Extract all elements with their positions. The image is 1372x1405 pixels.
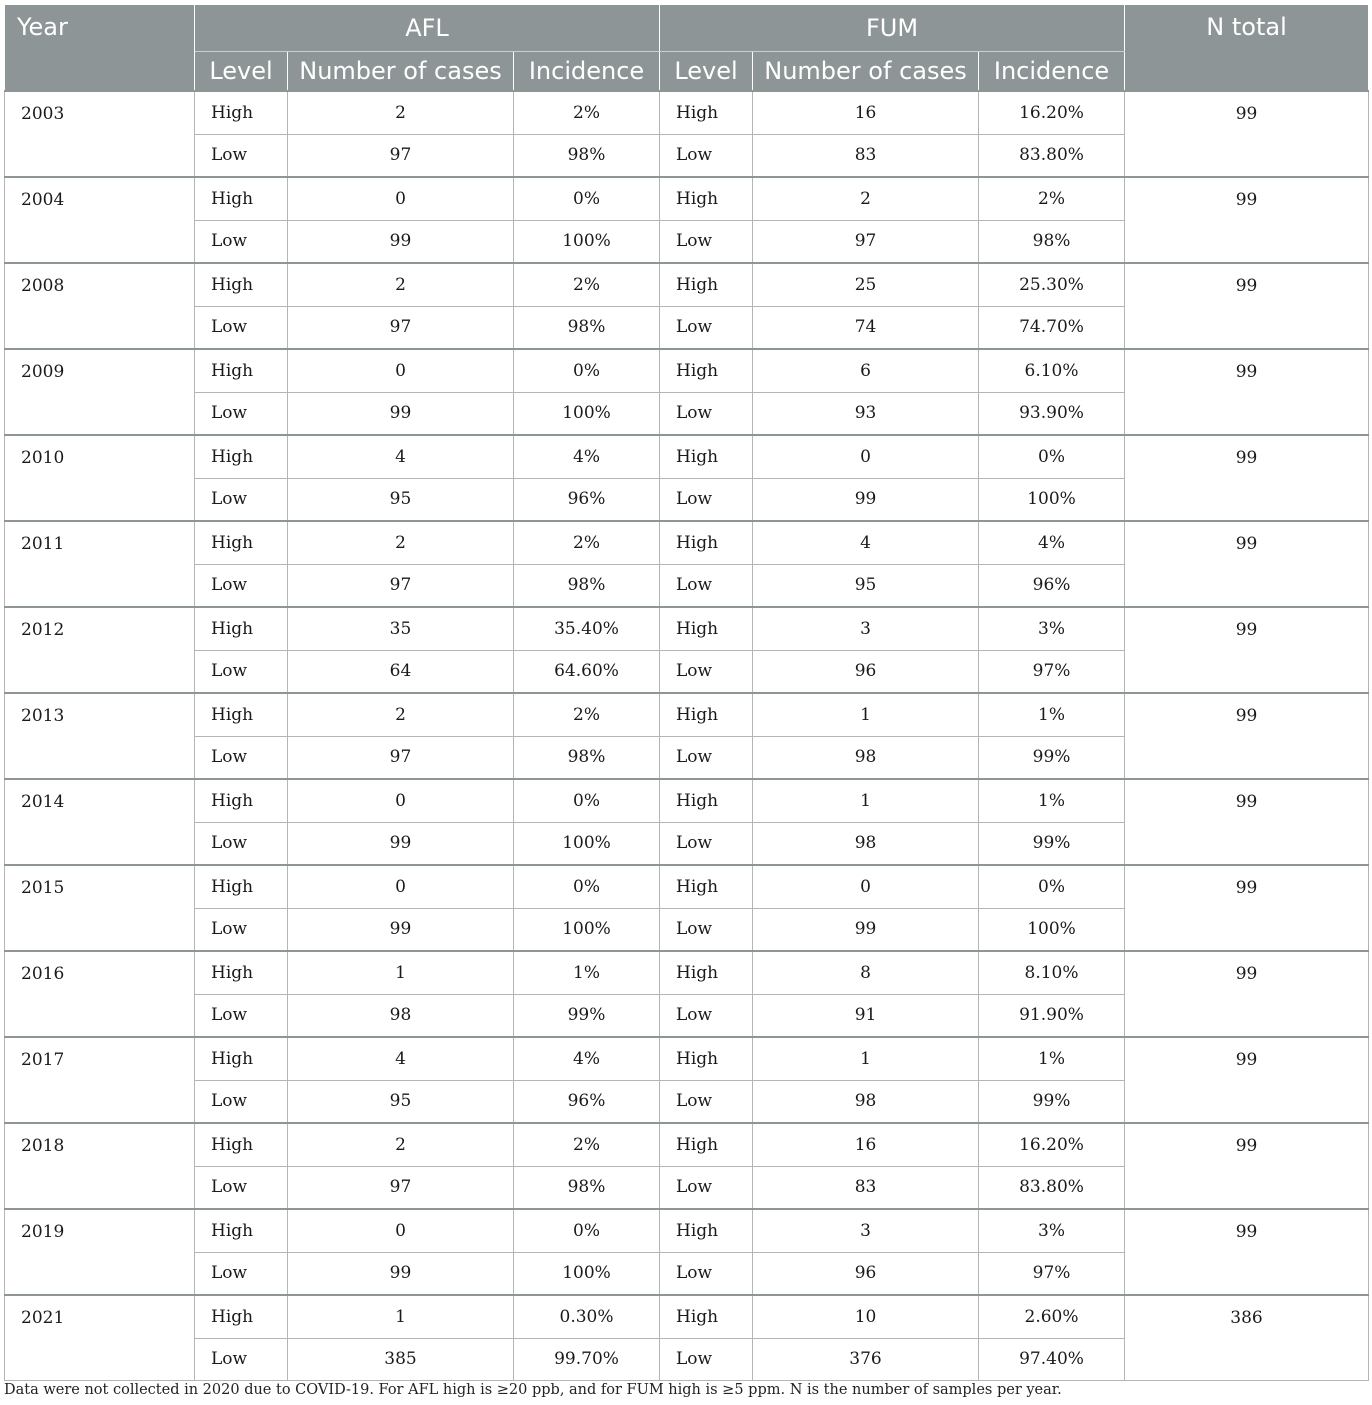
fum-incidence-cell: 97%	[979, 1252, 1125, 1295]
fum-cases-cell: 16	[753, 1123, 979, 1166]
afl-cases-cell: 64	[288, 650, 514, 693]
table-row	[5, 779, 1369, 822]
fum-level-cell: Low	[660, 994, 753, 1037]
afl-incidence-cell: 2%	[514, 521, 660, 564]
afl-level-cell: High	[195, 1295, 288, 1338]
n-total-cell: 99	[1125, 865, 1369, 951]
afl-cases-cell: 1	[288, 951, 514, 994]
afl-incidence-cell: 98%	[514, 1166, 660, 1209]
afl-level-cell: Low	[195, 650, 288, 693]
fum-incidence-cell: 0%	[979, 865, 1125, 908]
fum-incidence-cell: 25.30%	[979, 263, 1125, 306]
afl-level-cell: Low	[195, 134, 288, 177]
header-year: Year	[5, 5, 195, 92]
fum-cases-cell: 376	[753, 1338, 979, 1381]
afl-level-cell: Low	[195, 478, 288, 521]
fum-cases-cell: 4	[753, 521, 979, 564]
fum-level-cell: Low	[660, 220, 753, 263]
fum-cases-cell: 97	[753, 220, 979, 263]
year-cell: 2009	[5, 349, 195, 435]
fum-cases-cell: 10	[753, 1295, 979, 1338]
table-row	[5, 521, 1369, 564]
fum-incidence-cell: 74.70%	[979, 306, 1125, 349]
fum-incidence-cell: 100%	[979, 478, 1125, 521]
afl-level-cell: Low	[195, 392, 288, 435]
table-row	[5, 1123, 1369, 1166]
fum-level-cell: High	[660, 1123, 753, 1166]
afl-cases-cell: 0	[288, 865, 514, 908]
afl-incidence-cell: 2%	[514, 263, 660, 306]
fum-level-cell: Low	[660, 1166, 753, 1209]
fum-level-cell: High	[660, 1209, 753, 1252]
year-cell: 2018	[5, 1123, 195, 1209]
fum-level-cell: High	[660, 349, 753, 392]
fum-incidence-cell: 99%	[979, 736, 1125, 779]
afl-level-cell: Low	[195, 1252, 288, 1295]
fum-incidence-cell: 1%	[979, 693, 1125, 736]
afl-cases-cell: 95	[288, 478, 514, 521]
n-total-cell: 386	[1125, 1295, 1369, 1381]
afl-level-cell: Low	[195, 994, 288, 1037]
table-row	[5, 349, 1369, 392]
afl-incidence-cell: 100%	[514, 1252, 660, 1295]
fum-level-cell: Low	[660, 908, 753, 951]
afl-cases-cell: 97	[288, 134, 514, 177]
afl-incidence-cell: 2%	[514, 1123, 660, 1166]
fum-level-cell: High	[660, 521, 753, 564]
afl-level-cell: Low	[195, 220, 288, 263]
year-cell: 2004	[5, 177, 195, 263]
fum-level-cell: High	[660, 607, 753, 650]
header-afl-incidence: Incidence	[514, 52, 660, 92]
afl-cases-cell: 0	[288, 177, 514, 220]
table-body	[5, 91, 1369, 1381]
table-row	[5, 951, 1369, 994]
afl-incidence-cell: 100%	[514, 392, 660, 435]
fum-incidence-cell: 97%	[979, 650, 1125, 693]
incidence-table	[4, 4, 1369, 1381]
n-total-cell: 99	[1125, 607, 1369, 693]
afl-incidence-cell: 1%	[514, 951, 660, 994]
fum-incidence-cell: 83.80%	[979, 1166, 1125, 1209]
afl-incidence-cell: 2%	[514, 91, 660, 134]
afl-incidence-cell: 99.70%	[514, 1338, 660, 1381]
fum-cases-cell: 1	[753, 779, 979, 822]
n-total-cell: 99	[1125, 177, 1369, 263]
afl-cases-cell: 4	[288, 435, 514, 478]
afl-incidence-cell: 99%	[514, 994, 660, 1037]
afl-incidence-cell: 0%	[514, 349, 660, 392]
year-cell: 2021	[5, 1295, 195, 1381]
afl-level-cell: High	[195, 1123, 288, 1166]
afl-incidence-cell: 4%	[514, 1037, 660, 1080]
table-row	[5, 1037, 1369, 1080]
afl-incidence-cell: 0%	[514, 865, 660, 908]
year-cell: 2014	[5, 779, 195, 865]
afl-cases-cell: 2	[288, 521, 514, 564]
table-row	[5, 91, 1369, 134]
fum-incidence-cell: 16.20%	[979, 91, 1125, 134]
afl-level-cell: Low	[195, 1166, 288, 1209]
afl-incidence-cell: 0%	[514, 779, 660, 822]
afl-cases-cell: 0	[288, 349, 514, 392]
fum-incidence-cell: 99%	[979, 1080, 1125, 1123]
fum-incidence-cell: 93.90%	[979, 392, 1125, 435]
afl-incidence-cell: 4%	[514, 435, 660, 478]
n-total-cell: 99	[1125, 91, 1369, 177]
afl-incidence-cell: 2%	[514, 693, 660, 736]
afl-level-cell: Low	[195, 564, 288, 607]
afl-level-cell: High	[195, 693, 288, 736]
afl-level-cell: High	[195, 1037, 288, 1080]
afl-level-cell: High	[195, 521, 288, 564]
table-row	[5, 1295, 1369, 1338]
afl-incidence-cell: 0%	[514, 177, 660, 220]
afl-incidence-cell: 64.60%	[514, 650, 660, 693]
n-total-cell: 99	[1125, 349, 1369, 435]
fum-cases-cell: 91	[753, 994, 979, 1037]
n-total-cell: 99	[1125, 521, 1369, 607]
fum-cases-cell: 96	[753, 1252, 979, 1295]
year-cell: 2003	[5, 91, 195, 177]
fum-cases-cell: 16	[753, 91, 979, 134]
n-total-cell: 99	[1125, 1123, 1369, 1209]
fum-incidence-cell: 16.20%	[979, 1123, 1125, 1166]
fum-cases-cell: 3	[753, 1209, 979, 1252]
fum-cases-cell: 83	[753, 1166, 979, 1209]
fum-level-cell: Low	[660, 564, 753, 607]
afl-cases-cell: 385	[288, 1338, 514, 1381]
afl-cases-cell: 97	[288, 306, 514, 349]
afl-incidence-cell: 96%	[514, 478, 660, 521]
fum-incidence-cell: 98%	[979, 220, 1125, 263]
fum-level-cell: Low	[660, 478, 753, 521]
year-cell: 2010	[5, 435, 195, 521]
table-row	[5, 177, 1369, 220]
afl-level-cell: Low	[195, 908, 288, 951]
fum-level-cell: High	[660, 1037, 753, 1080]
fum-cases-cell: 0	[753, 865, 979, 908]
fum-level-cell: High	[660, 435, 753, 478]
fum-level-cell: Low	[660, 1080, 753, 1123]
fum-cases-cell: 6	[753, 349, 979, 392]
fum-level-cell: High	[660, 693, 753, 736]
year-cell: 2016	[5, 951, 195, 1037]
header-fum-incidence: Incidence	[979, 52, 1125, 92]
n-total-cell: 99	[1125, 263, 1369, 349]
fum-cases-cell: 83	[753, 134, 979, 177]
fum-cases-cell: 99	[753, 908, 979, 951]
afl-cases-cell: 0	[288, 1209, 514, 1252]
fum-level-cell: Low	[660, 736, 753, 779]
fum-incidence-cell: 0%	[979, 435, 1125, 478]
afl-cases-cell: 4	[288, 1037, 514, 1080]
header-afl: AFL	[195, 5, 660, 52]
afl-incidence-cell: 0%	[514, 1209, 660, 1252]
afl-level-cell: Low	[195, 1338, 288, 1381]
afl-incidence-cell: 98%	[514, 736, 660, 779]
afl-level-cell: High	[195, 435, 288, 478]
table-container	[4, 4, 1368, 1381]
afl-cases-cell: 97	[288, 564, 514, 607]
fum-level-cell: High	[660, 177, 753, 220]
year-cell: 2011	[5, 521, 195, 607]
afl-incidence-cell: 96%	[514, 1080, 660, 1123]
fum-cases-cell: 0	[753, 435, 979, 478]
fum-incidence-cell: 83.80%	[979, 134, 1125, 177]
header-fum-cases: Number of cases	[753, 52, 979, 92]
header-n-total: N total	[1125, 5, 1369, 92]
fum-cases-cell: 98	[753, 822, 979, 865]
fum-incidence-cell: 99%	[979, 822, 1125, 865]
afl-cases-cell: 99	[288, 908, 514, 951]
afl-level-cell: High	[195, 951, 288, 994]
afl-level-cell: Low	[195, 306, 288, 349]
fum-level-cell: High	[660, 263, 753, 306]
afl-level-cell: High	[195, 865, 288, 908]
table-footnote: Data were not collected in 2020 due to COVID-19. For AFL high is ≥20 ppb, and for FUM high is ≥5 ppm. N is the number of samples per year.	[4, 1382, 1062, 1398]
table-row	[5, 607, 1369, 650]
fum-cases-cell: 3	[753, 607, 979, 650]
table-row	[5, 865, 1369, 908]
fum-incidence-cell: 1%	[979, 1037, 1125, 1080]
fum-cases-cell: 98	[753, 736, 979, 779]
afl-cases-cell: 98	[288, 994, 514, 1037]
afl-incidence-cell: 0.30%	[514, 1295, 660, 1338]
afl-incidence-cell: 35.40%	[514, 607, 660, 650]
fum-incidence-cell: 4%	[979, 521, 1125, 564]
afl-incidence-cell: 100%	[514, 220, 660, 263]
afl-level-cell: High	[195, 349, 288, 392]
afl-cases-cell: 99	[288, 220, 514, 263]
afl-cases-cell: 2	[288, 693, 514, 736]
fum-level-cell: Low	[660, 822, 753, 865]
year-cell: 2012	[5, 607, 195, 693]
year-cell: 2017	[5, 1037, 195, 1123]
table-row	[5, 435, 1369, 478]
fum-cases-cell: 96	[753, 650, 979, 693]
fum-incidence-cell: 97.40%	[979, 1338, 1125, 1381]
afl-cases-cell: 99	[288, 1252, 514, 1295]
afl-incidence-cell: 100%	[514, 908, 660, 951]
table-row	[5, 1209, 1369, 1252]
year-cell: 2013	[5, 693, 195, 779]
n-total-cell: 99	[1125, 1209, 1369, 1295]
fum-level-cell: High	[660, 951, 753, 994]
afl-level-cell: High	[195, 263, 288, 306]
afl-cases-cell: 97	[288, 736, 514, 779]
fum-incidence-cell: 3%	[979, 607, 1125, 650]
fum-incidence-cell: 91.90%	[979, 994, 1125, 1037]
afl-cases-cell: 0	[288, 779, 514, 822]
fum-cases-cell: 2	[753, 177, 979, 220]
afl-cases-cell: 99	[288, 822, 514, 865]
fum-incidence-cell: 100%	[979, 908, 1125, 951]
fum-level-cell: Low	[660, 306, 753, 349]
afl-level-cell: High	[195, 1209, 288, 1252]
afl-cases-cell: 1	[288, 1295, 514, 1338]
fum-level-cell: Low	[660, 134, 753, 177]
fum-cases-cell: 1	[753, 693, 979, 736]
fum-level-cell: Low	[660, 392, 753, 435]
fum-level-cell: Low	[660, 1252, 753, 1295]
header-fum: FUM	[660, 5, 1125, 52]
year-cell: 2019	[5, 1209, 195, 1295]
fum-level-cell: Low	[660, 650, 753, 693]
afl-level-cell: Low	[195, 1080, 288, 1123]
afl-level-cell: High	[195, 177, 288, 220]
n-total-cell: 99	[1125, 693, 1369, 779]
n-total-cell: 99	[1125, 779, 1369, 865]
n-total-cell: 99	[1125, 1037, 1369, 1123]
table-row	[5, 693, 1369, 736]
year-cell: 2008	[5, 263, 195, 349]
fum-level-cell: High	[660, 865, 753, 908]
afl-level-cell: Low	[195, 822, 288, 865]
year-cell: 2015	[5, 865, 195, 951]
afl-level-cell: High	[195, 607, 288, 650]
afl-incidence-cell: 98%	[514, 306, 660, 349]
fum-level-cell: High	[660, 91, 753, 134]
header-afl-level: Level	[195, 52, 288, 92]
afl-cases-cell: 2	[288, 1123, 514, 1166]
afl-cases-cell: 35	[288, 607, 514, 650]
fum-cases-cell: 74	[753, 306, 979, 349]
table-header	[5, 5, 1369, 92]
afl-incidence-cell: 98%	[514, 134, 660, 177]
header-fum-level: Level	[660, 52, 753, 92]
afl-cases-cell: 99	[288, 392, 514, 435]
afl-cases-cell: 95	[288, 1080, 514, 1123]
afl-level-cell: High	[195, 91, 288, 134]
fum-cases-cell: 95	[753, 564, 979, 607]
fum-level-cell: High	[660, 1295, 753, 1338]
fum-incidence-cell: 2.60%	[979, 1295, 1125, 1338]
afl-level-cell: Low	[195, 736, 288, 779]
table-row	[5, 263, 1369, 306]
fum-level-cell: High	[660, 779, 753, 822]
fum-incidence-cell: 8.10%	[979, 951, 1125, 994]
fum-incidence-cell: 1%	[979, 779, 1125, 822]
afl-cases-cell: 2	[288, 263, 514, 306]
fum-incidence-cell: 6.10%	[979, 349, 1125, 392]
fum-incidence-cell: 3%	[979, 1209, 1125, 1252]
afl-level-cell: High	[195, 779, 288, 822]
n-total-cell: 99	[1125, 435, 1369, 521]
afl-incidence-cell: 98%	[514, 564, 660, 607]
afl-cases-cell: 97	[288, 1166, 514, 1209]
afl-incidence-cell: 100%	[514, 822, 660, 865]
fum-level-cell: Low	[660, 1338, 753, 1381]
afl-cases-cell: 2	[288, 91, 514, 134]
fum-cases-cell: 99	[753, 478, 979, 521]
n-total-cell: 99	[1125, 951, 1369, 1037]
fum-cases-cell: 98	[753, 1080, 979, 1123]
fum-incidence-cell: 2%	[979, 177, 1125, 220]
fum-cases-cell: 1	[753, 1037, 979, 1080]
fum-cases-cell: 93	[753, 392, 979, 435]
header-afl-cases: Number of cases	[288, 52, 514, 92]
fum-cases-cell: 25	[753, 263, 979, 306]
fum-incidence-cell: 96%	[979, 564, 1125, 607]
fum-cases-cell: 8	[753, 951, 979, 994]
